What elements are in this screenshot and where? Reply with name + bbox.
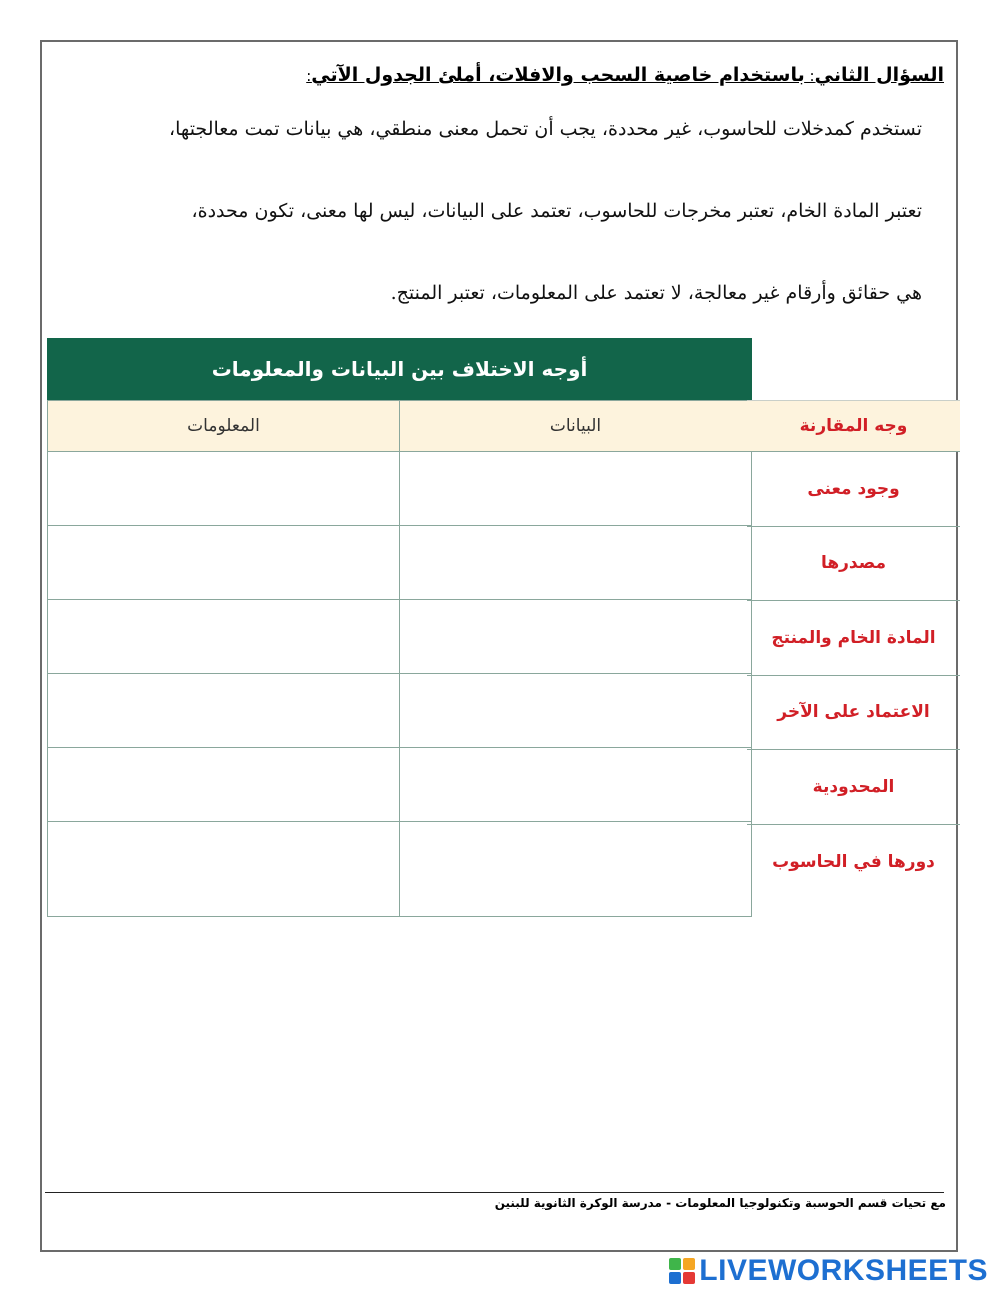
- table-row: [48, 822, 752, 917]
- worksheet-frame: [40, 40, 958, 1252]
- drop-zone-data-3[interactable]: [400, 600, 752, 674]
- table-row: [48, 452, 752, 526]
- drop-zone-data-6[interactable]: [400, 822, 752, 917]
- comparison-criteria-column: [747, 400, 960, 899]
- footer-divider: [45, 1192, 944, 1193]
- criterion-label: المادة الخام والمنتج: [747, 601, 960, 676]
- drop-zone-info-6[interactable]: [48, 822, 400, 917]
- question-number: السؤال الثاني: [814, 64, 944, 86]
- question-end: :: [306, 67, 312, 85]
- liveworksheets-brand: [669, 1256, 988, 1286]
- drop-zone-info-4[interactable]: [48, 674, 400, 748]
- drop-zone-info-1[interactable]: [48, 452, 400, 526]
- criterion-label: الاعتماد على الآخر: [747, 676, 960, 751]
- drop-zone-data-2[interactable]: [400, 526, 752, 600]
- drop-zone-info-2[interactable]: [48, 526, 400, 600]
- logo-square: [669, 1272, 681, 1284]
- footer-text: مع تحيات قسم الحوسبة وتكنولوجيا المعلومات - مدرسة الوكرة الثانوية للبنين: [494, 1196, 946, 1210]
- drop-zone-info-3[interactable]: [48, 600, 400, 674]
- word-bank-line-2[interactable]: تعتبر المادة الخام، تعتبر مخرجات للحاسوب، تعتمد على البيانات، ليس لها معنى، تكون محددة،: [191, 200, 922, 222]
- logo-square: [669, 1258, 681, 1270]
- word-bank-line-1[interactable]: تستخدم كمدخلات للحاسوب، غير محددة، يجب أن تحمل معنى منطقي، هي بيانات تمت معالجتها،: [169, 118, 922, 140]
- criterion-label: المحدودية: [747, 750, 960, 825]
- table-title: أوجه الاختلاف بين البيانات والمعلومات: [47, 338, 752, 400]
- word-bank-line-3[interactable]: هي حقائق وأرقام غير معالجة، لا تعتمد على المعلومات، تعتبر المنتج.: [390, 282, 922, 304]
- table-row: [48, 748, 752, 822]
- question-instruction: باستخدام خاصية السحب والافلات، أملئ الجدول الآتي: [311, 64, 805, 86]
- logo-square: [683, 1258, 695, 1270]
- comparison-header: وجه المقارنة: [747, 400, 960, 452]
- drop-zone-data-4[interactable]: [400, 674, 752, 748]
- table-row: [48, 674, 752, 748]
- criterion-label: دورها في الحاسوب: [772, 851, 935, 872]
- column-header-info: المعلومات: [48, 401, 400, 452]
- drop-zone-data-1[interactable]: [400, 452, 752, 526]
- criterion-label: مصدرها: [747, 527, 960, 602]
- logo-square: [683, 1272, 695, 1284]
- table-row: [48, 526, 752, 600]
- drop-zone-data-5[interactable]: [400, 748, 752, 822]
- comparison-table: [47, 400, 752, 917]
- question-colon: :: [804, 67, 815, 85]
- table-row: [48, 600, 752, 674]
- question-title: [306, 64, 944, 86]
- criterion-label: وجود معنى: [747, 452, 960, 527]
- brand-name: LIVEWORKSHEETS: [699, 1254, 988, 1287]
- drop-zone-info-5[interactable]: [48, 748, 400, 822]
- liveworksheets-logo-icon: [669, 1258, 695, 1284]
- column-header-data: البيانات: [400, 401, 752, 452]
- table-header-row: [48, 401, 752, 452]
